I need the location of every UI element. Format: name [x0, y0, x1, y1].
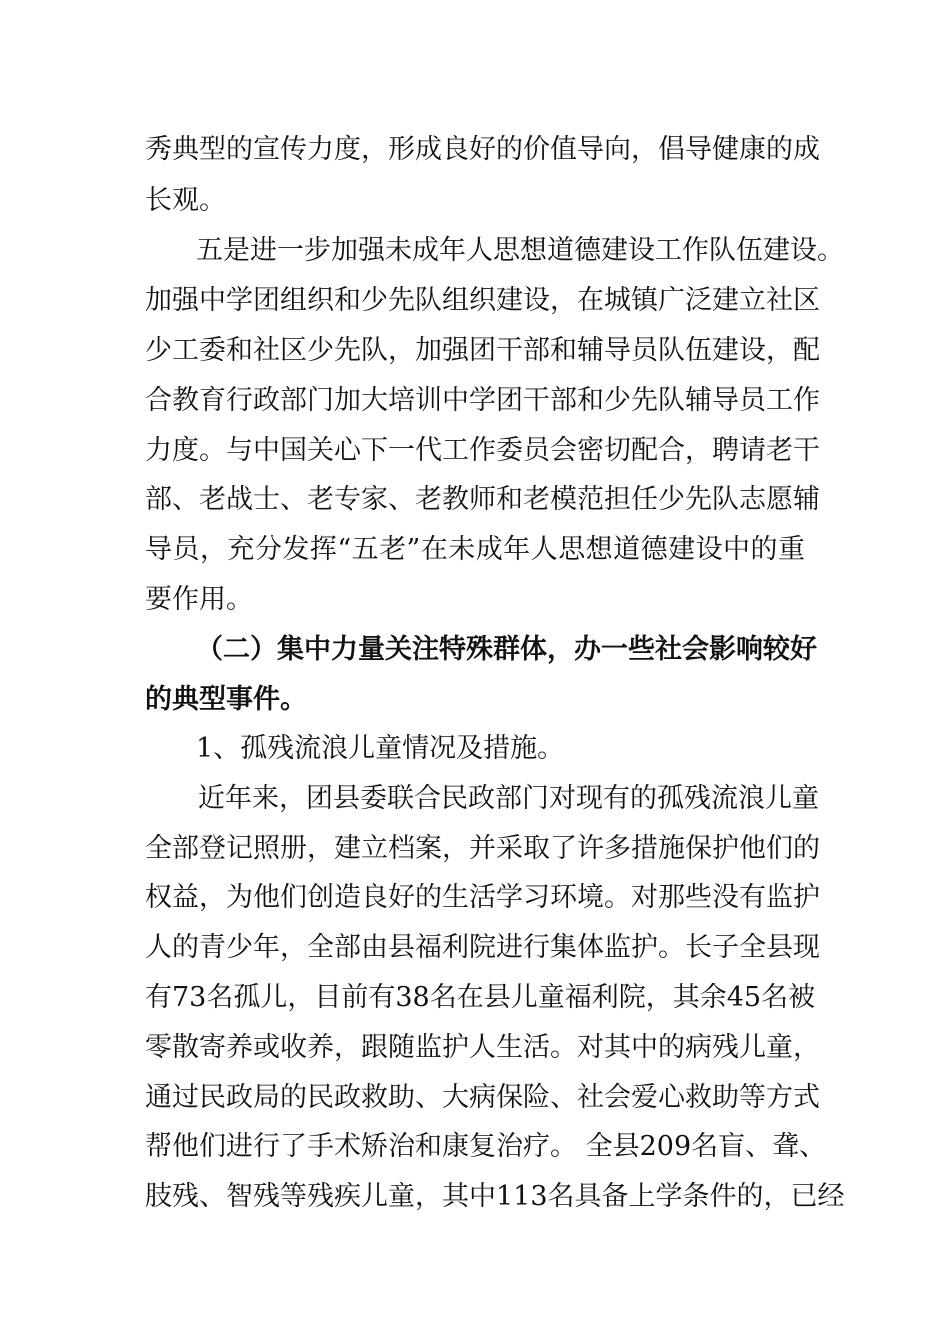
text-line: 少工委和社区少先队，加强团干部和辅导员队伍建设，配	[145, 335, 820, 366]
text-line: 权益，为他们创造良好的生活学习环境。对那些没有监护	[145, 882, 820, 913]
text-line: 有73名孤儿，目前有38名在县儿童福利院，其余45名被	[145, 982, 816, 1013]
text-line: 通过民政局的民政救助、大病保险、社会爱心救助等方式	[145, 1082, 820, 1113]
text-line: 帮他们进行了手术矫治和康复治疗。 全县209名盲、聋、	[145, 1131, 827, 1162]
text-line: 五是进一步加强未成年人思想道德建设工作队伍建设。	[196, 235, 844, 266]
section-heading-line: 的典型事件。	[145, 684, 307, 715]
text-line: 要作用。	[145, 584, 253, 615]
text-line: 力度。与中国关心下一代工作委员会密切配合，聘请老干	[145, 435, 820, 466]
text-line: 导员，充分发挥“五老”在未成年人思想道德建设中的重	[145, 534, 805, 565]
text-line: 近年来，团县委联合民政部门对现有的孤残流浪儿童	[198, 783, 819, 814]
text-line: 加强中学团组织和少先队组织建设，在城镇广泛建立社区	[145, 285, 820, 316]
subsection-heading: 1、孤残流浪儿童情况及措施。	[196, 733, 565, 764]
text-line: 合教育行政部门加大培训中学团干部和少先队辅导员工作	[145, 385, 820, 416]
text-line: 人的青少年，全部由县福利院进行集体监护。长子全县现	[145, 932, 820, 963]
text-line: 秀典型的宣传力度，形成良好的价值导向，倡导健康的成	[145, 134, 820, 165]
text-line: 长观。	[145, 185, 226, 216]
section-heading-line: （二）集中力量关注特殊群体，办一些社会影响较好	[196, 634, 817, 665]
text-line: 部、老战士、老专家、老教师和老模范担任少先队志愿辅	[145, 484, 820, 515]
text-line: 肢残、智残等残疾儿童，其中113名具备上学条件的，已经	[145, 1181, 845, 1212]
text-line: 零散寄养或收养，跟随监护人生活。对其中的病残儿童，	[145, 1032, 820, 1063]
text-line: 全部登记照册，建立档案，并采取了许多措施保护他们的	[145, 833, 820, 864]
